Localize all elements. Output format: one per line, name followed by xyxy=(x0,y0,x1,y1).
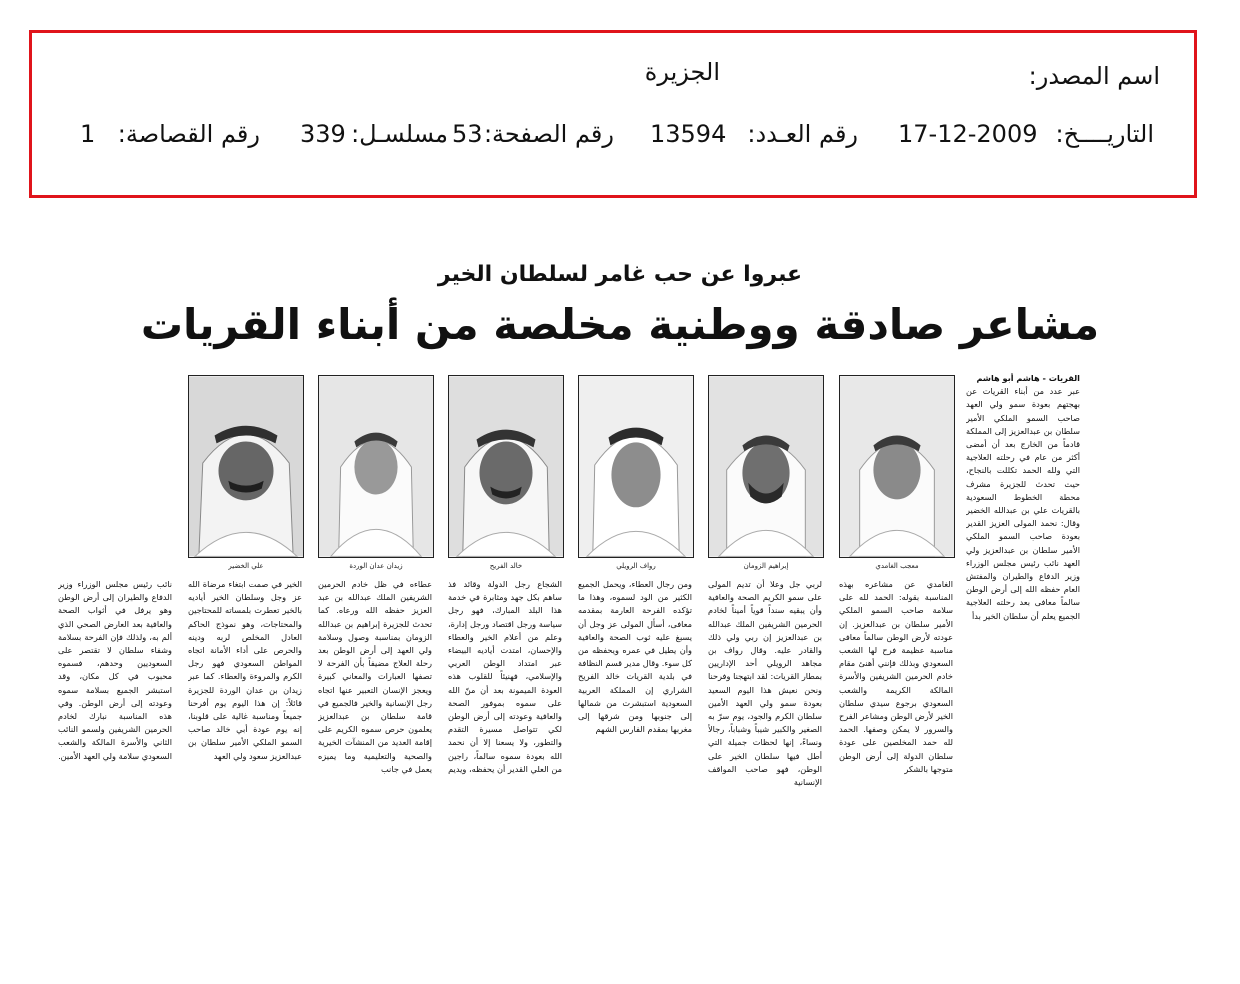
column-text: عطاءه في ظل خادم الحرمين الشريفين الملك عبدالله بن عبد العزيز حفظه الله ورعاه. كما تحدث للجزيرة إبراهيم بن عبدالله الزومان بمناسبة وصول وسلامة ولي العهد إلى أرض الوطن بعد رحلة العلاج مضيفاً بأن الفرحة لا تصفها العبارات والمعاني كبيرة ويعجز الإنسان التعبير عنها اتجاه رجل الإنسانية والخير فالجميع في قامة سلطان بن عبدالعزيز يعلمون حرص سموه الكريم على إقامة العديد من المنشآت الخيرية والصحية والتعليمية وما يميزه يعمل في جانب xyxy=(318,579,432,774)
photo-caption: رواف الرويلي xyxy=(616,562,656,570)
article-column xyxy=(188,578,302,820)
article-byline: القريات - هاشم أبو هاشم xyxy=(976,373,1080,383)
issue-value: 13594 xyxy=(650,120,727,148)
portrait-photo xyxy=(318,375,434,558)
article-column xyxy=(966,372,1080,820)
serial-value: 339 xyxy=(300,120,346,148)
photo-caption: إبراهيم الزومان xyxy=(743,562,789,570)
source-value: الجزيرة xyxy=(644,58,720,86)
page-label: رقم الصفحة: xyxy=(483,120,614,148)
column-text: الشجاع رجل الدولة وقائد فذ ساهم بكل جهد ومثابرة في خدمة هذا البلد المبارك، فهو رجل سياسة ورجل اقتصاد ورجل إدارة، وعلم من أعلام الخير والعطاء والإحسان، امتدت أياديه البيضاء عبر امتداد الوطن العربي والإسلامي، فهنيئاً للقلوب هذه العودة الميمونة بعد أن منّ الله على سموه بموفور الصحة والعافية وعودته إلى أرض الوطن لكي تتواصل مسيرة التقدم والتطور، ولا يسعنا إلا أن نحمد الله بعودة سموه سالماً، راجين من العلي القدير أن يحفظه، ويديم xyxy=(448,579,562,774)
portrait-photo xyxy=(448,375,564,558)
serial-label: مسلسـل: xyxy=(351,120,448,148)
photo-caption: زيدان عدان الوردة xyxy=(349,562,403,570)
article-subheadline: عبروا عن حب غامر لسلطان الخير xyxy=(437,262,803,287)
portrait-photo xyxy=(839,375,955,558)
column-text: لربي جل وعلا أن تديم المولى على سمو الكريم الصحة والعافية وأن يبقيه سنداً قوياً أميناً لخادم الحرمين الشريفين الملك عبدالله بن عبدالعزيز إن ربي ولي ذلك والقادر عليه. وقال رواف بن مجاهد الرويلي أحد الإداريين بمطار القريات: لقد ابتهجنا وفرحنا ونحن نعيش هذا اليوم السعيد بعودة سمو ولي العهد الأمين سلطان الكرم والجود، يوم سرّ به الصغير والكبير شيباً وشباباً، رجالاً ونساءً، إنها لحظات جميلة التي أطل فيها سلطان الخير على الوطن، فهو صاحب المواقف الإنسانية xyxy=(708,579,822,788)
source-label: اسم المصدر: xyxy=(1028,62,1160,90)
clip-label: رقم القصاصة: xyxy=(117,120,260,148)
article-column xyxy=(318,578,432,820)
portrait-photo xyxy=(578,375,694,558)
article-column xyxy=(58,578,172,820)
date-label: التاريــــخ: xyxy=(1055,120,1154,148)
column-text: عبر عدد من أبناء القريات عن بهجتهم بعودة سمو ولي العهد صاحب السمو الملكي الأمير سلطان بن عبدالعزيز إلى المملكة قادماً من الخارج بعد أن أمضى أكثر من عام في رحلته العلاجية التي ولله الحمد تكللت بالنجاح، حيث تحدث للجزيرة مشرف محطة الخطوط السعودية بالقريات علي بن عبدالله الخضير وقال: نحمد المولى العزيز القدير بعودة صاحب السمو الملكي الأمير سلطان بن عبدالعزيز ولي العهد نائب رئيس مجلس الوزراء وزير الدفاع والطيران والمفتش العام حفظه الله إلى أرض الوطن سالماً معافى بعد رحلته العلاجية الجميع يعلم أن سلطان الخير بدأ xyxy=(966,386,1080,621)
column-text: الخير في صمت ابتغاء مرضاة الله عز وجل وسلطان الخير أياديه بالخير تعطرت بلمساته للمحتاجين والمحتاجات، وهو نموذج الحاكم العادل المخلص لربه ودينه والحرص على أداء الأمانة اتجاه المواطن السعودي فهو رجل الكرم والمروءة والعطاء. كما عبر زيدان بن عدان الوردة للجزيرة قائلاً: إن هذا اليوم يوم أفرحنا جميعاً ومناسبة غالية على قلوبنا، إنه يوم عودة أبي خالد صاحب السمو الملكي الأمير سلطان بن عبدالعزيز سعود ولي العهد xyxy=(188,579,302,761)
portrait-photo xyxy=(708,375,824,558)
article-headline: مشاعر صادقة ووطنية مخلصة من أبناء القريات xyxy=(140,300,1100,349)
article-column xyxy=(448,578,562,820)
column-text: نائب رئيس مجلس الوزراء وزير الدفاع والطيران إلى أرض الوطن وهو يرفل في أثواب الصحة والعافية بعد العارض الصحي الذي ألم به، ولذلك فإن الفرحة بسلامة وشفاء سلطان لا تقتصر على السعوديين وحدهم، فسموه محبوب في كل مكان، وقد استبشر الجميع بسلامة سموه وعودته إلى أرض الوطن. وفي هذه المناسبة نبارك لخادم الحرمين الشريفين ولسمو النائب الثاني والأسرة المالكة والشعب السعودي سلامة ولي العهد الأمين. xyxy=(58,579,172,761)
column-text: الغامدي عن مشاعره بهذه المناسبة بقوله: الحمد لله على سلامة صاحب السمو الملكي الأمير سلطان بن عبدالعزيز. إن عودته لأرض الوطن سالماً معافى مناسبة عظيمة فرح لها الشعب السعودي وبذلك فإنني أهنئ مقام خادم الحرمين الشريفين والأسرة المالكة الكريمة والشعب السعودي برجوع سيدي سلطان الخير لأرض الوطن ومشاعر الفرح والسرور لا يمكن وصفها. الحمد لله حمد المخلصين على عودة سلطان الدولة إلى أرض الوطن متوجها بالشكر xyxy=(839,579,953,774)
date-value: 17-12-2009 xyxy=(898,120,1038,148)
source-info-box xyxy=(29,30,1197,198)
photo-caption: علي الخضير xyxy=(228,562,264,570)
article-column xyxy=(708,578,822,820)
issue-label: رقم العـدد: xyxy=(747,120,858,148)
clip-value: 1 xyxy=(80,120,96,148)
column-text: ومن رجال العطاء، ويحمل الجميع الكثير من الود لسموه، وهذا ما تؤكده الفرحة العارمة بمقدمه معافى، أسأل المولى عز وجل أن يسبغ عليه ثوب الصحة والعافية وأن يطيل في عمره ويحفظه من كل سوء. وقال مدير قسم النظافة في بلدية القريات خالد الفريح الشراري إن المملكة العربية السعودية استبشرت من شمالها إلى جنوبها ومن شرقها إلى مغربها بمقدم الفارس الشهم xyxy=(578,579,692,735)
portrait-photo xyxy=(188,375,304,558)
page-value: 53 xyxy=(452,120,483,148)
article-column xyxy=(578,578,692,820)
photo-caption: خالد الفريح xyxy=(489,562,523,570)
article-column xyxy=(839,578,953,820)
photo-caption: معجب الغامدي xyxy=(875,562,919,570)
